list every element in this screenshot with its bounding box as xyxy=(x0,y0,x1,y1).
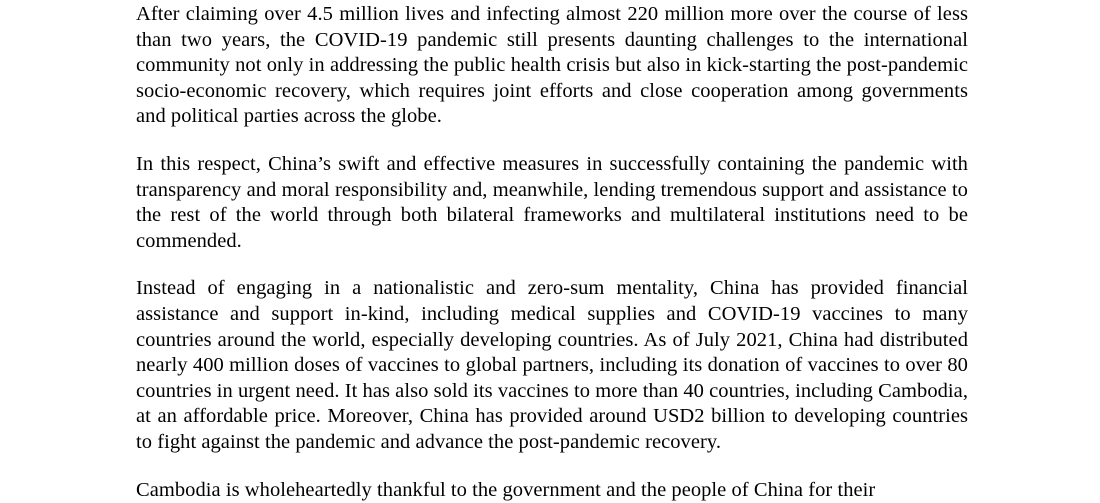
paragraph-1: After claiming over 4.5 million lives and infecting almost 220 million more over the course of less than two years, the COVID-19 pandemic still presents daunting challenges to the international community not only in addressing the public health crisis but also in kick-starting the post-pandemic socio-economic recovery, which requires joint efforts and close cooperation among governments and political parties across the globe. xyxy=(136,2,968,130)
paragraph-3: Instead of engaging in a nationalistic and zero-sum mentality, China has provided financial assistance and support in-kind, including medical supplies and COVID-19 vaccines to many countries around the world, especially developing countries. As of July 2021, China had distributed nearly 400 million doses of vaccines to global partners, including its donation of vaccines to over 80 countries in urgent need. It has also sold its vaccines to more than 40 countries, including Cambodia, at an affordable price. Moreover, China has provided around USD2 billion to developing countries to fight against the pandemic and advance the post-pandemic recovery. xyxy=(136,276,968,455)
document-body xyxy=(136,0,968,503)
paragraph-4: Cambodia is wholeheartedly thankful to the government and the people of China for their xyxy=(136,478,968,503)
paragraph-2: In this respect, China’s swift and effective measures in successfully containing the pandemic with transparency and moral responsibility and, meanwhile, lending tremendous support and assistance to the rest of the world through both bilateral frameworks and multilateral institutions need to be commended. xyxy=(136,152,968,254)
